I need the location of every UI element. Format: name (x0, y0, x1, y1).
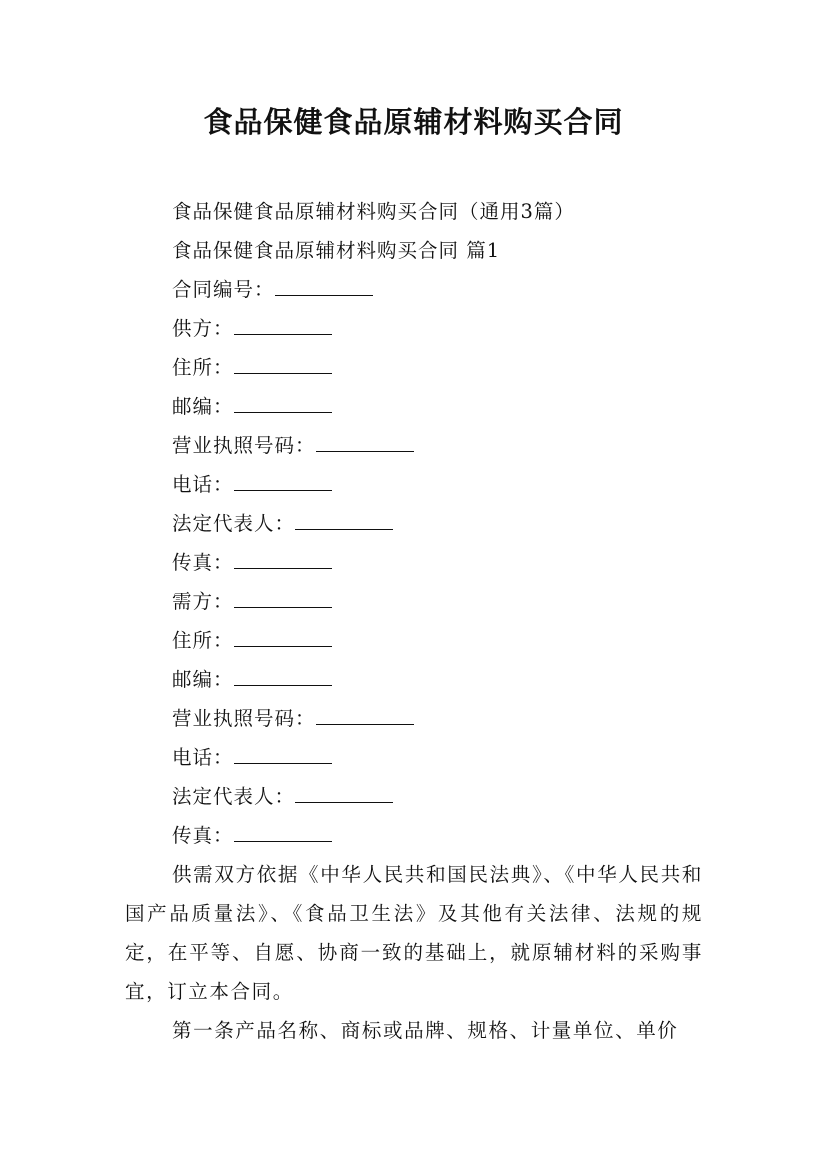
field-blank-line (234, 466, 332, 491)
field-blank-line (295, 778, 393, 803)
field-blank-line (234, 622, 332, 647)
field-blank-line (234, 817, 332, 842)
contract-field (125, 426, 703, 465)
field-blank-line (234, 388, 332, 413)
field-blank-line (234, 310, 332, 335)
field-label: 需方： (172, 590, 234, 613)
contract-field (125, 543, 703, 582)
contract-field (125, 621, 703, 660)
field-label: 法定代表人： (172, 512, 296, 535)
contract-field (125, 309, 703, 348)
field-label: 邮编： (172, 395, 234, 418)
field-label: 供方： (172, 317, 234, 340)
field-blank-line (234, 583, 332, 608)
field-blank-line (234, 544, 332, 569)
field-label: 住所： (172, 356, 234, 379)
contract-field (125, 699, 703, 738)
document-body (125, 192, 703, 1050)
field-label: 法定代表人： (172, 785, 296, 808)
field-label: 营业执照号码： (172, 707, 316, 730)
contract-field (125, 777, 703, 816)
field-label: 营业执照号码： (172, 434, 316, 457)
intro-line: 食品保健食品原辅材料购买合同（通用3篇） (172, 200, 575, 223)
contract-field (125, 582, 703, 621)
field-blank-line (275, 271, 373, 296)
field-label: 电话： (172, 473, 234, 496)
field-blank-line (234, 661, 332, 686)
paragraph-article-1: 第一条产品名称、商标或品牌、规格、计量单位、单价 (172, 1019, 679, 1042)
document-title: 食品保健食品原辅材料购买合同 (203, 105, 624, 139)
article-heading: 食品保健食品原辅材料购买合同 篇1 (172, 239, 501, 262)
contract-fields (125, 270, 703, 855)
paragraph-basis: 供需双方依据《中华人民共和国民法典》、《中华人民共和国产品质量法》、《食品卫生法》及其他有关法律、法规的规定，在平等、自愿、协商一致的基础上，就原辅材料的采购事宜，订立本合同。 (125, 863, 703, 1003)
field-blank-line (316, 427, 414, 452)
contract-field (125, 504, 703, 543)
field-label: 电话： (172, 746, 234, 769)
field-label: 传真： (172, 551, 234, 574)
field-blank-line (234, 739, 332, 764)
contract-field (125, 270, 703, 309)
contract-field (125, 816, 703, 855)
contract-field (125, 387, 703, 426)
field-label: 合同编号： (172, 278, 275, 301)
field-label: 住所： (172, 629, 234, 652)
contract-field (125, 738, 703, 777)
field-blank-line (295, 505, 393, 530)
contract-field (125, 660, 703, 699)
field-blank-line (316, 700, 414, 725)
field-blank-line (234, 349, 332, 374)
contract-field (125, 348, 703, 387)
field-label: 传真： (172, 824, 234, 847)
contract-field (125, 465, 703, 504)
field-label: 邮编： (172, 668, 234, 691)
